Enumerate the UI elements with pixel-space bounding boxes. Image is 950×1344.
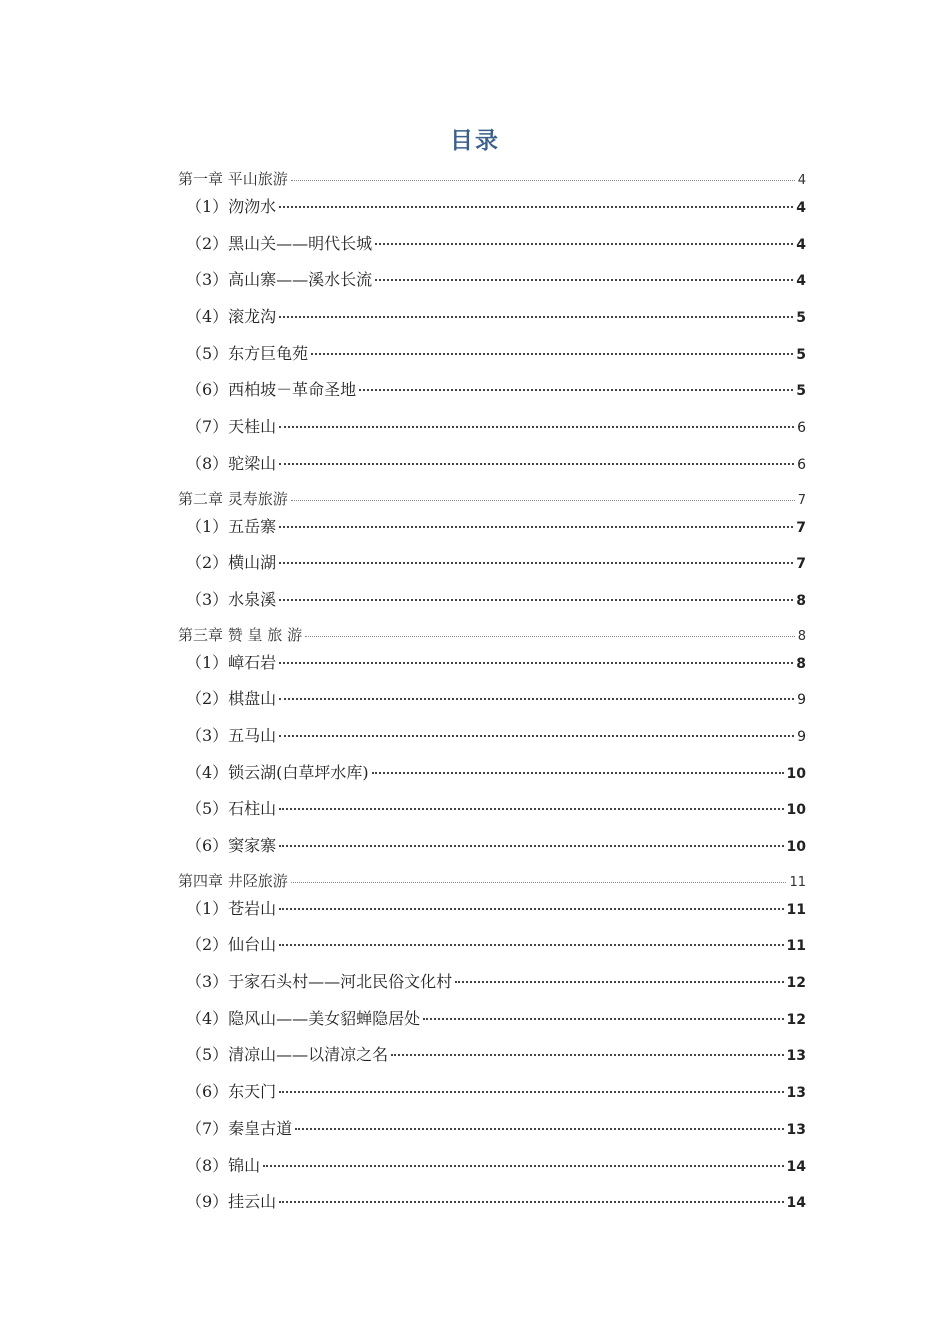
- toc-page-number: 11: [789, 874, 806, 890]
- toc-entry-label: （4）锁云湖(白草坪水库): [186, 762, 369, 782]
- toc-entry-label: （1）苍岩山: [186, 898, 277, 918]
- toc-section-entry[interactable]: [178, 796, 806, 833]
- toc-section-entry[interactable]: [178, 1116, 806, 1153]
- toc-section-entry[interactable]: [178, 514, 806, 551]
- toc-section-entry[interactable]: [178, 341, 806, 378]
- toc-section-entry[interactable]: [178, 969, 806, 1006]
- dot-leader: [279, 735, 794, 737]
- dot-leader: [423, 1018, 783, 1020]
- toc-entry-label: （9）挂云山: [186, 1192, 277, 1212]
- toc-page-number: 10: [786, 765, 806, 782]
- toc-page-number: 4: [796, 200, 806, 216]
- dot-leader: [279, 526, 793, 528]
- dot-leader: [375, 243, 793, 245]
- toc-entry-label: （3）水泉溪: [186, 589, 277, 609]
- toc-section-entry[interactable]: [178, 451, 806, 488]
- toc-page-number: 9: [797, 692, 806, 709]
- toc-section-entry[interactable]: [178, 267, 806, 304]
- toc-entry-label: （1）五岳寨: [186, 516, 277, 536]
- page-title: 目录: [450, 128, 500, 154]
- toc-section-entry[interactable]: [178, 304, 806, 341]
- toc-entry-label: 第四章 井陉旅游: [178, 871, 288, 890]
- toc-section-entry[interactable]: [178, 650, 806, 687]
- toc-page-number: 13: [786, 1048, 806, 1065]
- toc-section-entry[interactable]: [178, 686, 806, 723]
- toc-entry-label: （5）清凉山——以清凉之名: [186, 1045, 389, 1065]
- toc-page-number: 5: [796, 310, 806, 327]
- dot-leader: [279, 316, 793, 318]
- toc-section-entry[interactable]: [178, 1079, 806, 1116]
- toc-entry-label: 第三章 赞 皇 旅 游: [178, 625, 303, 644]
- toc-entry-label: （4）隐风山——美女貂蝉隐居处: [186, 1008, 421, 1028]
- toc-page-number: 4: [797, 173, 806, 188]
- toc-section-entry[interactable]: [178, 723, 806, 760]
- toc-page-number: 7: [796, 556, 806, 573]
- dot-leader: [279, 599, 793, 601]
- dot-leader: [291, 882, 787, 883]
- dot-leader: [359, 389, 793, 391]
- toc-page-number: 10: [786, 839, 806, 855]
- dot-leader: [279, 698, 794, 700]
- toc-page-number: 11: [786, 938, 806, 955]
- toc-page-number: 12: [786, 1011, 806, 1028]
- dot-leader: [279, 845, 783, 847]
- dot-leader: [279, 944, 783, 946]
- toc-page-number: 6: [797, 456, 806, 473]
- toc-section-entry[interactable]: [178, 1189, 806, 1226]
- dot-leader: [279, 463, 794, 465]
- toc-section-entry[interactable]: [178, 414, 806, 451]
- toc-section-entry[interactable]: [178, 932, 806, 969]
- toc-page-number: 4: [796, 273, 806, 290]
- toc-chapter-entry[interactable]: [178, 168, 806, 194]
- toc-page-number: 8: [797, 628, 806, 644]
- toc-chapter-entry[interactable]: [178, 624, 806, 650]
- toc-entry-label: （6）东天门: [186, 1082, 277, 1102]
- toc-section-entry[interactable]: [178, 833, 806, 870]
- dot-leader: [279, 426, 794, 428]
- toc-page-number: 11: [786, 901, 806, 918]
- toc-entry-label: （3）五马山: [186, 725, 277, 745]
- dot-leader: [295, 1128, 783, 1130]
- toc-entry-label: （2）黑山关——明代长城: [186, 233, 373, 253]
- toc-entry-label: （5）东方巨龟苑: [186, 343, 309, 363]
- toc-page-number: 6: [797, 420, 806, 437]
- dot-leader: [279, 908, 783, 910]
- toc-chapter-entry[interactable]: [178, 870, 806, 896]
- dot-leader: [279, 662, 793, 664]
- toc-page-number: 8: [796, 592, 806, 609]
- toc-entry-label: （4）滚龙沟: [186, 307, 277, 327]
- dot-leader: [455, 981, 783, 983]
- toc-entry-label: （1）嶂石岩: [186, 652, 277, 672]
- dot-leader: [375, 279, 793, 281]
- toc-section-entry[interactable]: [178, 1006, 806, 1043]
- toc-entry-label: （7）秦皇古道: [186, 1118, 293, 1138]
- toc-page-number: 13: [786, 1085, 806, 1102]
- toc-entry-label: （3）高山寨——溪水长流: [186, 270, 373, 290]
- toc-entry-label: （8）驼梁山: [186, 453, 277, 473]
- toc-page-number: 7: [797, 492, 806, 508]
- toc-entry-label: （5）石柱山: [186, 799, 277, 819]
- dot-leader: [279, 206, 793, 208]
- toc-entry-label: （1）沕沕水: [186, 197, 277, 216]
- dot-leader: [391, 1054, 783, 1056]
- toc-page-number: 5: [796, 346, 806, 363]
- toc-section-entry[interactable]: [178, 194, 806, 231]
- toc-entry-label: 第一章 平山旅游: [178, 170, 288, 188]
- dot-leader: [279, 1201, 783, 1203]
- dot-leader: [279, 1091, 783, 1093]
- dot-leader: [279, 808, 783, 810]
- toc-section-entry[interactable]: [178, 231, 806, 268]
- toc-entry-label: （6）西柏坡－革命圣地: [186, 380, 357, 400]
- toc-entry-label: （3）于家石头村——河北民俗文化村: [186, 972, 453, 992]
- toc-page-number: 8: [796, 655, 806, 672]
- toc-entry-label: （2）横山湖: [186, 553, 277, 573]
- toc-section-entry[interactable]: [178, 377, 806, 414]
- toc-entry-label: （2）仙台山: [186, 935, 277, 955]
- toc-page-number: 14: [786, 1158, 806, 1175]
- toc-entry-label: （7）天桂山: [186, 417, 277, 437]
- toc-page-number: 7: [796, 519, 806, 536]
- toc-page-number: 4: [796, 236, 806, 253]
- dot-leader: [311, 353, 793, 355]
- dot-leader: [305, 636, 795, 637]
- toc-page-number: 13: [786, 1121, 806, 1138]
- toc-entry-label: 第二章 灵寿旅游: [178, 489, 288, 508]
- toc-section-entry[interactable]: [178, 1153, 806, 1190]
- toc-section-entry[interactable]: [178, 550, 806, 587]
- toc-entry-label: （2）棋盘山: [186, 689, 277, 709]
- toc-entry-label: （6）窦家寨: [186, 836, 277, 855]
- toc-page-number: 9: [797, 728, 806, 745]
- dot-leader: [291, 500, 795, 501]
- toc-section-entry[interactable]: [178, 760, 806, 797]
- dot-leader: [372, 772, 784, 774]
- dot-leader: [263, 1165, 783, 1167]
- dot-leader: [279, 562, 793, 564]
- toc-entry-label: （8）锦山: [186, 1155, 261, 1175]
- toc-section-entry[interactable]: [178, 587, 806, 624]
- toc-page-number: 10: [786, 802, 806, 819]
- toc-chapter-entry[interactable]: [178, 488, 806, 514]
- table-of-contents: [178, 168, 806, 1226]
- toc-page-number: 12: [786, 975, 806, 992]
- dot-leader: [291, 180, 795, 181]
- toc-section-entry[interactable]: [178, 1042, 806, 1079]
- toc-page-number: 14: [786, 1195, 806, 1212]
- toc-section-entry[interactable]: [178, 896, 806, 933]
- toc-page-number: 5: [796, 383, 806, 400]
